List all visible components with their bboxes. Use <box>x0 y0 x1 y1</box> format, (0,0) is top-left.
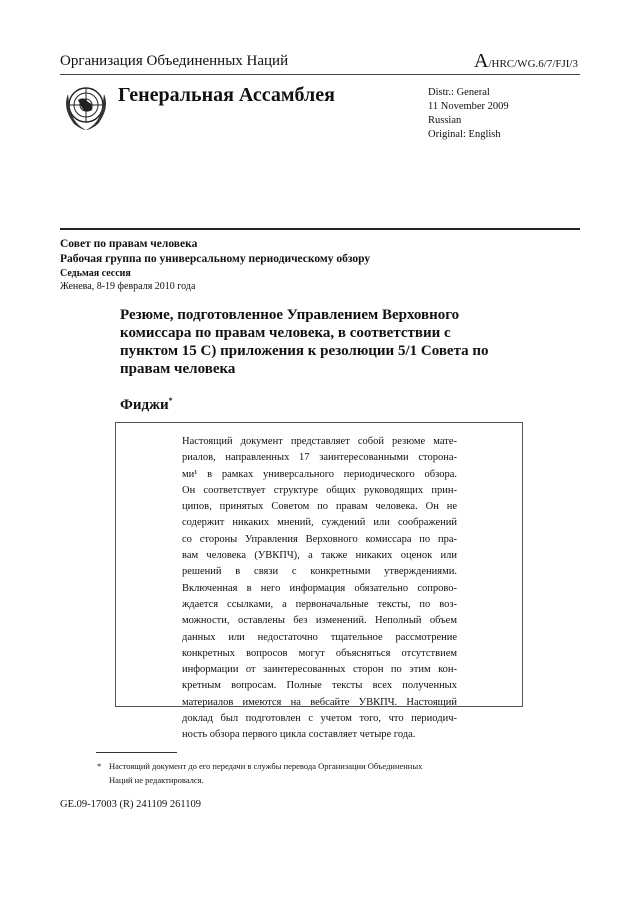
summary-line: Он соответствует структуре общих руководящих прин- <box>182 484 457 496</box>
footnote-rule <box>96 752 177 753</box>
footnote <box>97 759 423 787</box>
council-name: Совет по правам человека <box>60 238 198 250</box>
meeting-info <box>60 237 370 293</box>
summary-line: материалов имеются на вебсайте УВКПЧ. Настоящий <box>182 696 457 708</box>
symbol-rest: /HRC/WG.6/7/FJI/3 <box>488 58 578 70</box>
summary-line: Настоящий документ представляет собой резюме мате- <box>182 436 457 447</box>
summary-line: ципов, принятых Советом по правам человека. Он не <box>182 501 457 513</box>
un-emblem-icon <box>60 82 112 132</box>
document-code: GE.09-17003 (R) 241109 261109 <box>60 799 201 810</box>
organization-name: Организация Объединенных Наций <box>60 53 289 69</box>
summary-line: Включенная в него информация обязательно сопрово- <box>182 582 457 594</box>
symbol-prefix: A <box>474 50 489 72</box>
summary-line: кретным вопросам. Полные тексты всех полученных <box>182 680 457 692</box>
general-assembly-heading: Генеральная Ассамблея <box>118 84 335 106</box>
summary-line: конкретных вопросов могут объясняться отсутствием <box>182 647 457 659</box>
title-line: правам человека <box>120 361 236 377</box>
country-heading <box>120 396 173 414</box>
distr-date: 11 November 2009 <box>428 101 509 112</box>
summary-paragraph <box>182 434 457 744</box>
footnote-mark: * <box>97 761 102 771</box>
distr-general: Distr.: General <box>428 87 490 98</box>
summary-line: данных или недостаточно тщательное рассмотрение <box>182 631 457 643</box>
summary-line: ждается ссылками, а первоначальные тексты, по воз- <box>182 598 457 610</box>
summary-line: содержит никаких мнений, суждений или соображений <box>182 517 457 529</box>
footnote-line: Наций не редактировался. <box>109 775 204 785</box>
section-rule <box>60 228 580 230</box>
working-group-name: Рабочая группа по универсальному периодическому обзору <box>60 253 371 265</box>
summary-line: доклад был подготовлен с учетом того, что периодич- <box>182 713 457 725</box>
summary-line: информации от заинтересованных сторон по этим кон- <box>182 664 457 676</box>
place-date: Женева, 8-19 февраля 2010 года <box>60 281 196 292</box>
document-symbol <box>474 50 578 73</box>
title-line: Резюме, подготовленное Управлением Верховного <box>120 307 460 323</box>
summary-line: решений в связи с конкретными утверждениями. <box>182 566 457 578</box>
summary-line: риалов, направленных 17 заинтересованными сторона- <box>182 452 457 464</box>
country-footnote-mark: * <box>168 396 173 405</box>
distr-original: Original: English <box>428 129 501 140</box>
document-title <box>120 306 489 378</box>
header-rule <box>60 74 580 75</box>
country-name: Фиджи <box>120 397 169 413</box>
summary-line: вам человека (УВКПЧ), а также никаких оценок или <box>182 550 457 562</box>
title-line: пунктом 15 С) приложения к резолюции 5/1 Совета по <box>120 343 489 359</box>
summary-line: со стороны Управления Верховного комиссара по пра- <box>182 533 457 545</box>
summary-line: можности, оставлены без изменений. Неполный объем <box>182 615 457 627</box>
summary-line: ми¹ в рамках универсального периодического обзора. <box>182 468 457 480</box>
title-line: комиссара по правам человека, в соответствии с <box>120 325 451 341</box>
distr-language: Russian <box>428 115 462 126</box>
session-name: Седьмая сессия <box>60 268 131 279</box>
footnote-line: Настоящий документ до его передачи в службы перевода Организации Объединенных <box>109 761 423 771</box>
summary-line: ность обзора первого цикла составляет четыре года. <box>182 729 416 741</box>
distribution-block <box>428 86 509 142</box>
